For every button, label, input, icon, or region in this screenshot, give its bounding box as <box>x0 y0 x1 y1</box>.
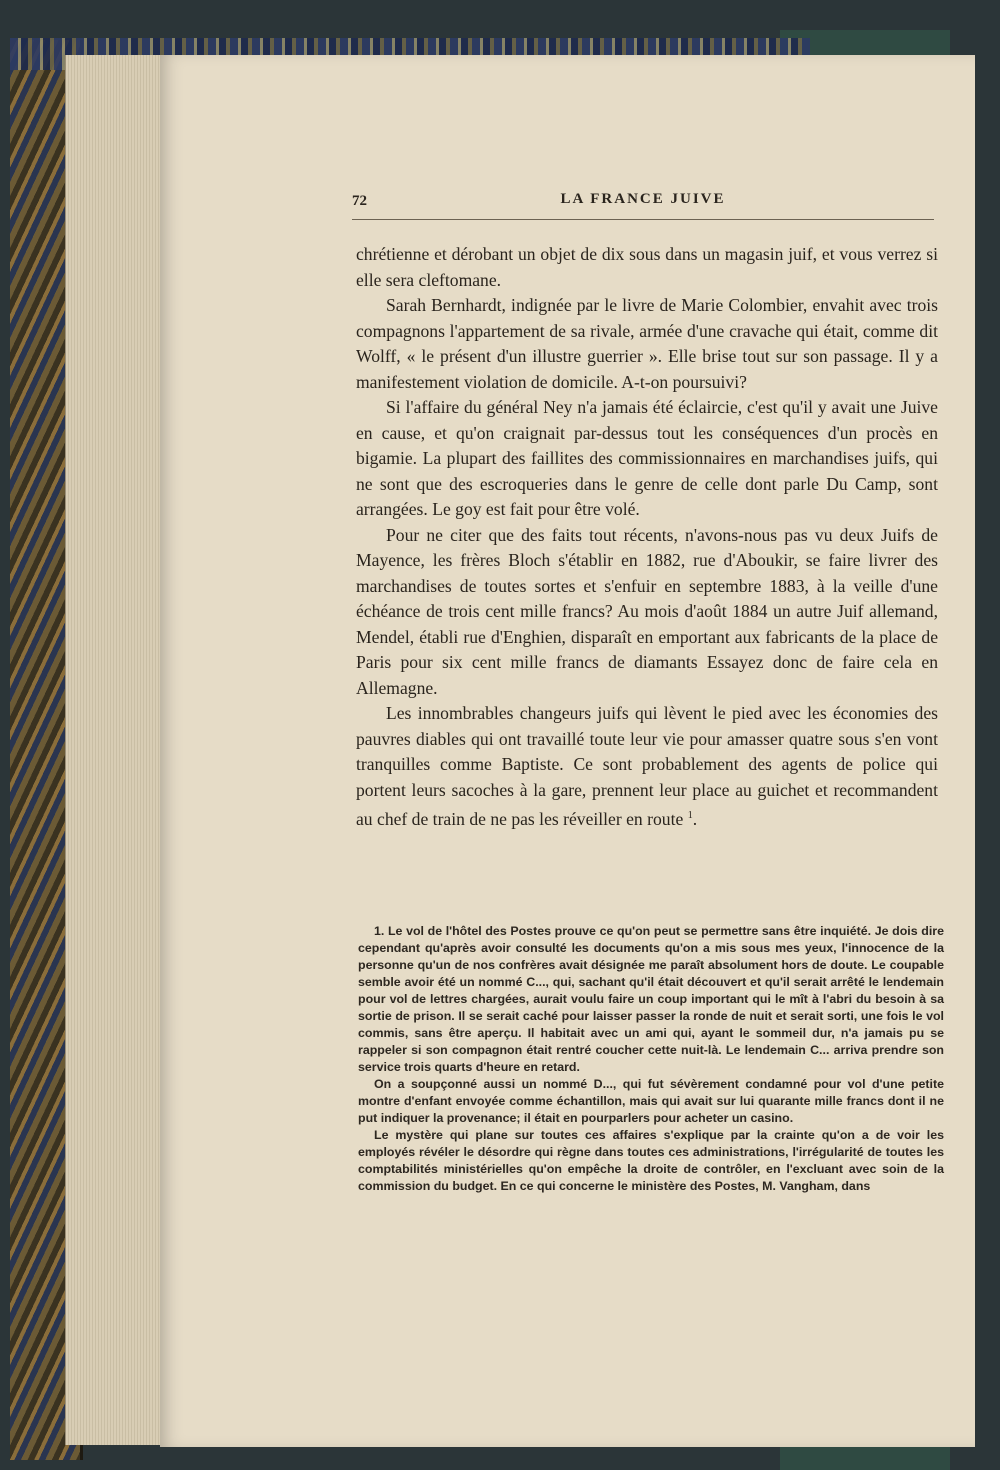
footnote: 1. Le vol de l'hôtel des Postes prouve ce qu'on peut se permettre sans être inquiété. Je dois dire cependant qu'après avoir consulté les documents qu'on a mis sous mes yeux, l'innocence de la personne qu'un de nos confrères avait désignée me paraît absolument hors de doute. Le coupable semble avoir été un nommé C..., qui, sachant qu'il était découvert et qu'il serait arrêté le lendemain pour vol de lettres chargées, aurait voulu faire un coup important qui le mît à l'abri du besoin à sa sortie de prison. Il se serait caché pour laisser passer la ronde de nuit et serait sorti, une fois le vol commis, sans être aperçu. Il habitait avec un ami qui, ayant le sommeil dur, n'a jamais pu se rappeler si son compagnon était rentré coucher cette nuit-là. Le lendemain C... arriva prendre son service trois quarts d'heure en retard. <box>358 924 944 1074</box>
footnote: On a soupçonné aussi un nommé D..., qui fut sévèrement condamné pour vol d'une petite montre d'enfant envoyée comme échantillon, mais qui avait sur lui quarante mille francs dont il ne put indiquer la provenance; il était en pourparlers pour acheter un casino. <box>358 1077 944 1125</box>
paragraph: Si l'affaire du général Ney n'a jamais été éclaircie, c'est qu'il y avait une Juive en cause, et qu'on craignait par-dessus tout les conséquences d'un procès en bigamie. La plupart des faillites des commissionnaires en marchandises juifs, qui ne sont que des escroqueries dans le genre de celle dont parle Du Camp, sont arrangées. Le goy est fait pour être volé. <box>356 397 938 519</box>
paragraph: Pour ne citer que des faits tout récents, n'avons-nous pas vu deux Juifs de Mayence, les frères Bloch s'établir en 1882, rue d'Aboukir, se faire livrer des marchandises de toutes sortes et s'enfuir en septembre 1883, à la veille d'une échéance de trois cent mille francs? Au mois d'août 1884 un autre Juif allemand, Mendel, établi rue d'Enghien, disparaît en emportant aux fabricants de la place de Paris pour six cent mille francs de diamants Essayez donc de faire cela en Allemagne. <box>356 524 938 698</box>
page-header <box>352 189 934 220</box>
footnote: Le mystère qui plane sur toutes ces affaires s'explique par la crainte qu'on a de voir les employés révéler le désordre qui règne dans toutes ces administrations, l'irrégularité de toutes les comptabilités ministérielles qu'on empêche la droite de contrôler, en l'excluant avec soin de la commission du budget. En ce qui concerne le ministère des Postes, M. Vangham, dans <box>358 1128 944 1193</box>
footnotes <box>358 923 944 1195</box>
running-title: LA FRANCE JUIVE <box>560 191 726 207</box>
body-text <box>356 242 938 832</box>
paragraph-text: Les innombrables changeurs juifs qui lèvent le pied avec les économies des pauvres diables qui ont travaillé toute leur vie pour amasser quatre sous s'en vont tranquilles comme Baptiste. Ce sont probablement des agents de police qui portent leurs sacoches à la gare, prennent leur place au guichet et recommandent au chef de train de ne pas les réveiller en route <box>356 703 938 829</box>
book-page <box>160 55 975 1447</box>
footnote-marker: 1 <box>687 810 693 821</box>
page-number: 72 <box>352 193 367 209</box>
paragraph: Les innombrables changeurs juifs qui lèvent le pied avec les économies des pauvres diables qui ont travaillé toute leur vie pour amasser quatre sous s'en vont tranquilles comme Baptiste. Ce sont probablement des agents de police qui portent leurs sacoches à la gare, prennent leur place au guichet et recommandent au chef de train de ne pas les réveiller en route $^1$. <box>356 703 938 829</box>
paragraph: chrétienne et dérobant un objet de dix sous dans un magasin juif, et vous verrez si elle sera cleftomane. <box>356 244 938 290</box>
paragraph: Sarah Bernhardt, indignée par le livre de Marie Colombier, envahit avec trois compagnons l'appartement de sa rivale, armée d'une cravache qui était, comme dit Wolff, « le présent d'un illustre guerrier ». Elle brise tout sur son passage. Il y a manifestement violation de domicile. A-t-on poursuivi? <box>356 295 938 392</box>
